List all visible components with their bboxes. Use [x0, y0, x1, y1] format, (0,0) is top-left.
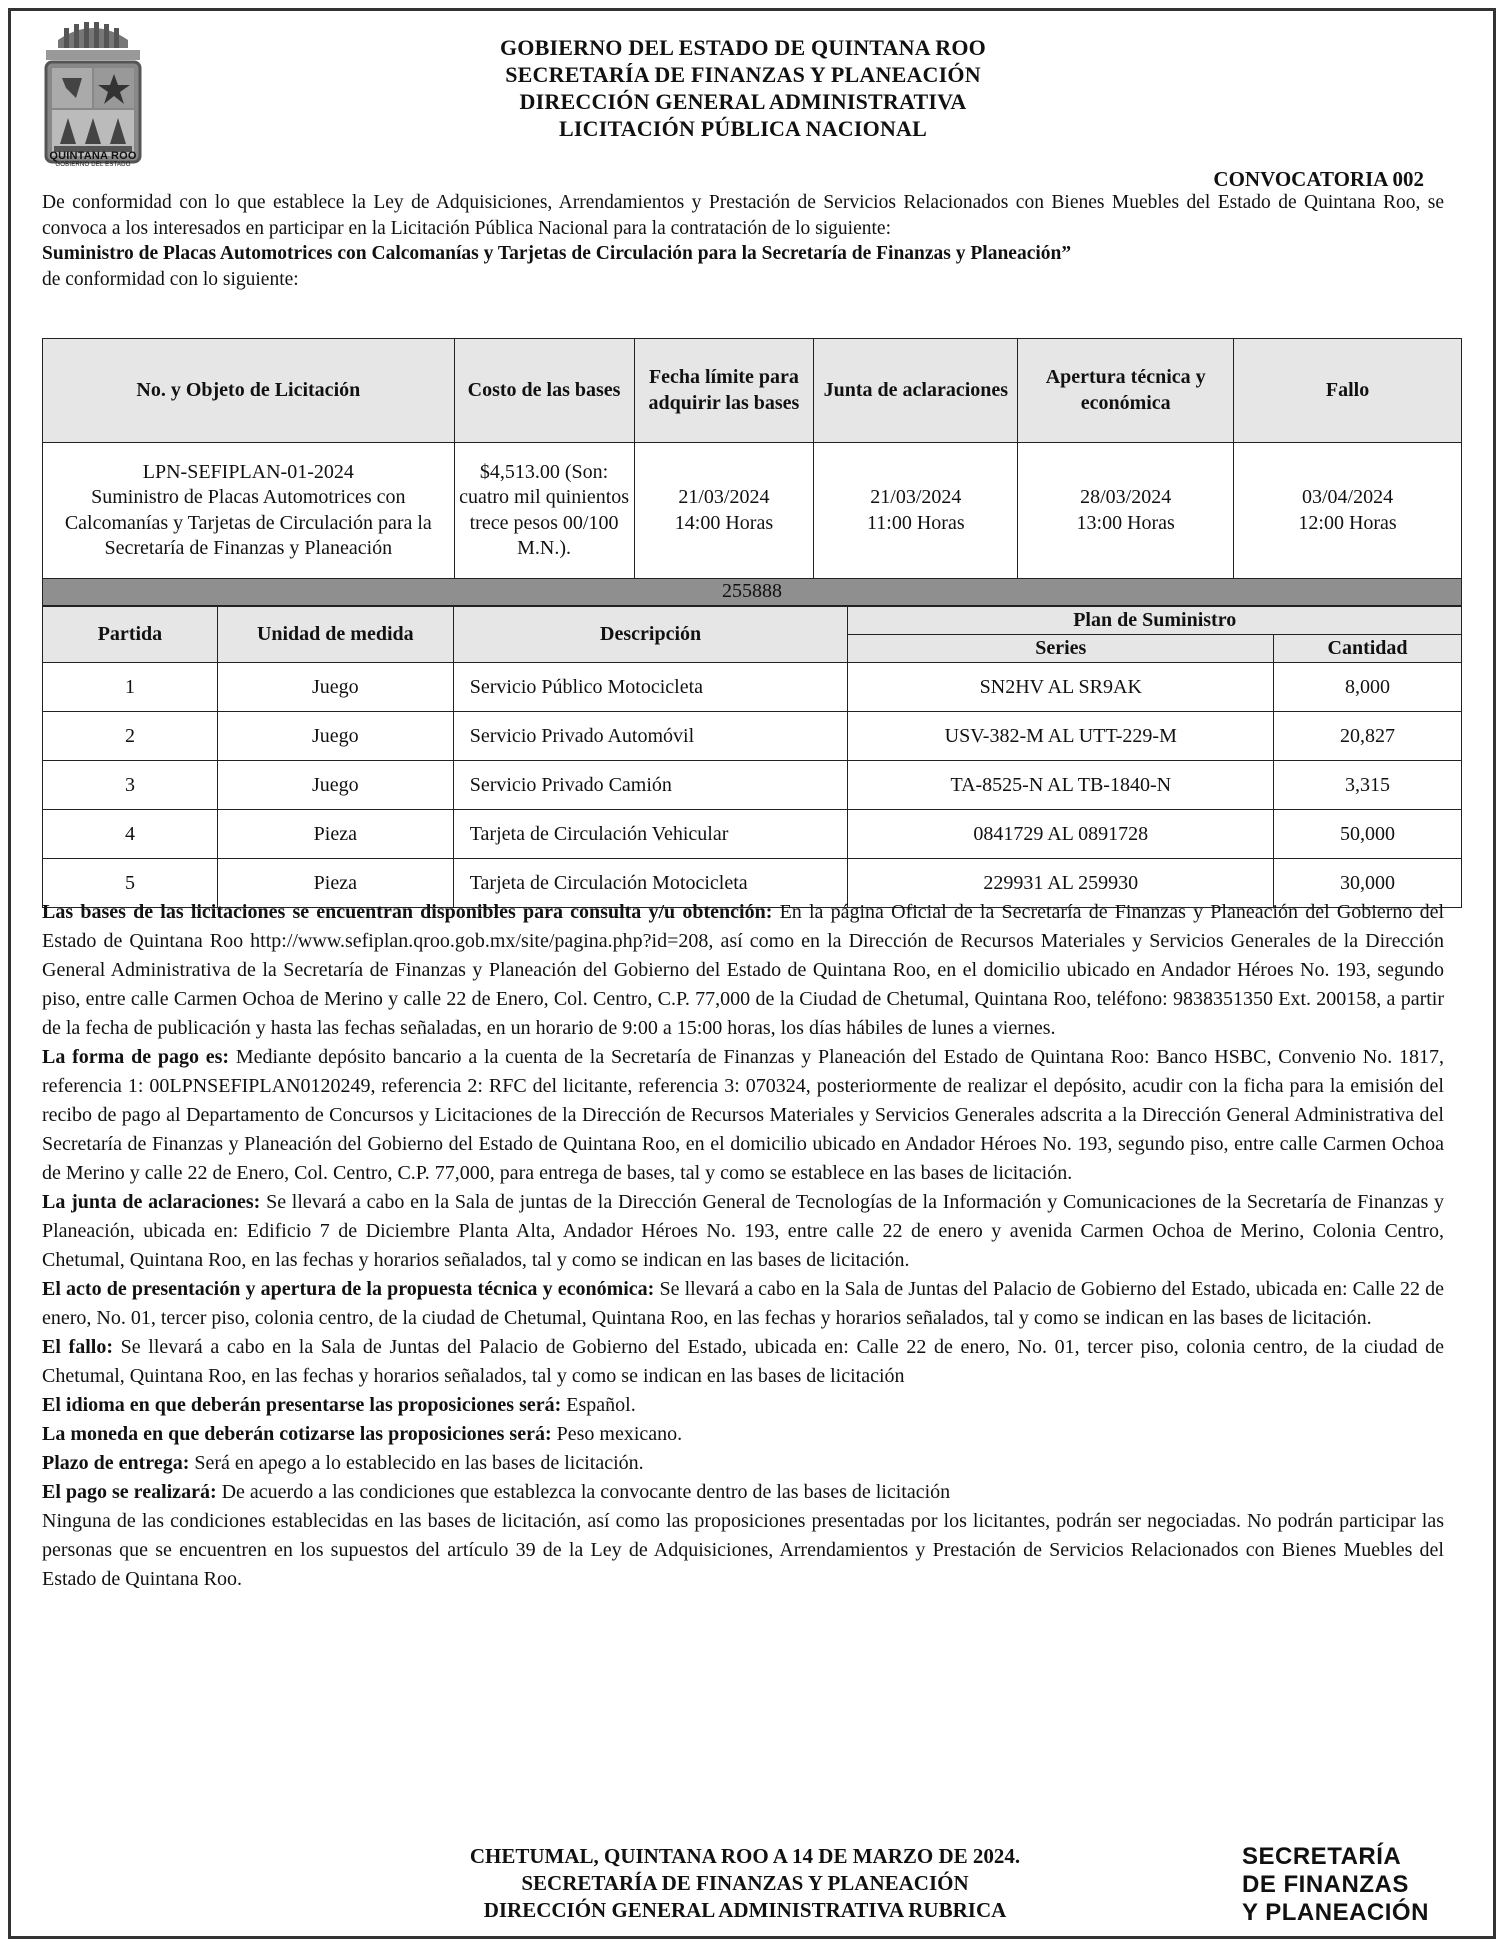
table-row	[43, 761, 1462, 810]
intro-paragraph	[42, 190, 1444, 292]
header-line-3: DIRECCIÓN GENERAL ADMINISTRATIVA	[519, 89, 967, 114]
cell-cantidad: 8,000	[1274, 663, 1462, 712]
apertura-date: 28/03/2024	[1080, 486, 1172, 508]
sefiplan-logo-line-2: DE FINANZAS	[1242, 1871, 1409, 1898]
section-bases-label: Las bases de las licitaciones se encuentran disponibles para consulta y/u obtención:	[42, 901, 773, 923]
sefiplan-logo-line-1: SECRETARÍA	[1242, 1843, 1402, 1870]
cell-partida: 5	[43, 859, 218, 908]
header-costo: Costo de las bases	[454, 339, 634, 443]
sefiplan-logo-line-3: Y PLANEACIÓN	[1242, 1899, 1429, 1926]
cell-cantidad: 20,827	[1274, 712, 1462, 761]
licitacion-number: 255888	[43, 579, 1462, 606]
sefiplan-logo	[1242, 1843, 1429, 1927]
fecha-limite-time: 14:00 Horas	[674, 511, 774, 534]
cell-series: 229931 AL 259930	[848, 859, 1274, 908]
section-plazo-text: Será en apego a lo establecido en las bases de licitación.	[189, 1452, 644, 1474]
objeto-id: LPN-SEFIPLAN-01-2024	[142, 460, 354, 483]
cell-junta	[814, 443, 1018, 579]
cell-unidad: Juego	[217, 663, 453, 712]
objeto-desc: Suministro de Placas Automotrices con Calcomanías y Tarjetas de Circulación para la Secretaría de Finanzas y Planeación	[64, 486, 432, 559]
header-cantidad: Cantidad	[1274, 635, 1462, 663]
section-junta-label: La junta de aclaraciones:	[42, 1191, 261, 1213]
cell-cantidad: 50,000	[1274, 810, 1462, 859]
cell-descripcion: Servicio Privado Camión	[453, 761, 848, 810]
header-descripcion: Descripción	[453, 607, 848, 663]
header-line-2: SECRETARÍA DE FINANZAS Y PLANEACIÓN	[505, 62, 981, 87]
fallo-time: 12:00 Horas	[1298, 511, 1397, 534]
table-row	[43, 810, 1462, 859]
header-line-1: GOBIERNO DEL ESTADO DE QUINTANA ROO	[500, 35, 986, 60]
table-row	[43, 663, 1462, 712]
footer-line-2: SECRETARÍA DE FINANZAS Y PLANEACIÓN	[521, 1871, 969, 1895]
convocatoria-body	[42, 898, 1444, 1594]
cell-unidad: Juego	[217, 712, 453, 761]
intro-tail: de conformidad con lo siguiente:	[42, 268, 299, 290]
junta-date: 21/03/2024	[870, 486, 962, 508]
cell-fecha-limite	[634, 443, 814, 579]
cell-partida: 2	[43, 712, 218, 761]
footer-line-1: CHETUMAL, QUINTANA ROO A 14 DE MARZO DE 2024.	[469, 1844, 1021, 1868]
cell-series: TA-8525-N AL TB-1840-N	[848, 761, 1274, 810]
cell-apertura	[1018, 443, 1234, 579]
header-fecha-limite: Fecha límite para adquirir las bases	[634, 339, 814, 443]
section-pago-realiza	[42, 1478, 1444, 1507]
intro-subject: Suministro de Placas Automotrices con Calcomanías y Tarjetas de Circulación para la Secretaría de Finanzas y Planeación”	[42, 243, 1072, 264]
table-row	[43, 443, 1462, 579]
cell-descripcion: Tarjeta de Circulación Motocicleta	[453, 859, 848, 908]
junta-time: 11:00 Horas	[867, 511, 965, 534]
document-header	[220, 34, 1266, 142]
partidas-table	[42, 606, 1462, 908]
footer-line-3: DIRECCIÓN GENERAL ADMINISTRATIVA RUBRICA	[483, 1898, 1007, 1922]
section-junta	[42, 1188, 1444, 1275]
licitacion-table	[42, 338, 1462, 606]
cell-partida: 1	[43, 663, 218, 712]
header-objeto: No. y Objeto de Licitación	[43, 339, 455, 443]
section-fallo-label: El fallo:	[42, 1336, 113, 1358]
document-footer	[320, 1843, 1170, 1924]
cell-descripcion: Servicio Público Motocicleta	[453, 663, 848, 712]
section-fallo-text: Se llevará a cabo en la Sala de Juntas del Palacio de Gobierno del Estado, ubicada en: Calle 22 de enero, No. 01, tercer piso, colonia centro, de la ciudad de Chetumal, Quintana Roo, en las fechas y horarios señalados, tal y como se indican en las bases de licitación	[42, 1336, 1444, 1387]
section-pago-realiza-text: De acuerdo a las condiciones que establezca la convocante dentro de las bases de licitación	[216, 1481, 951, 1503]
section-pago-label: La forma de pago es:	[42, 1046, 230, 1068]
header-partida: Partida	[43, 607, 218, 663]
intro-text: De conformidad con lo que establece la Ley de Adquisiciones, Arrendamientos y Prestación de Servicios Relacionados con Bienes Muebles del Estado de Quintana Roo, se convoca a los interesados en participar en la Licitación Pública Nacional para la contratación de lo siguiente:	[42, 192, 1444, 239]
fallo-date: 03/04/2024	[1301, 486, 1394, 508]
section-moneda-label: La moneda en que deberán cotizarse las proposiciones será:	[42, 1423, 552, 1445]
section-pago-text: Mediante depósito bancario a la cuenta de la Secretaría de Finanzas y Planeación del Estado de Quintana Roo: Banco HSBC, Convenio No. 1817, referencia 1: 00LPNSEFIPLAN0120249, referencia 2: RFC del licitante, referencia 3: 070324, posteriormente de realizar el depósito, acudir con la ficha para la emisión del recibo de pago al Departamento de Concursos y Licitaciones de la Dirección de Recursos Materiales y Servicios Generales adscrita a la Dirección General Administrativa del Secretaría de Finanzas y Planeación del Gobierno del Estado de Quintana Roo, en el domicilio ubicado en Andador Héroes No. 193, segundo piso, entre calle Carmen Ochoa de Merino y calle 22 de Enero, Col. Centro, C.P. 77,000, para entrega de bases, tal y como se establece en las bases de licitación.	[42, 1046, 1444, 1184]
cell-partida: 3	[43, 761, 218, 810]
section-idioma-label: El idioma en que deberán presentarse las proposiciones será:	[42, 1394, 562, 1416]
cell-descripcion: Servicio Privado Automóvil	[453, 712, 848, 761]
header-plan: Plan de Suministro	[848, 607, 1462, 635]
header-line-4: LICITACIÓN PÚBLICA NACIONAL	[558, 116, 928, 141]
section-junta-text: Se llevará a cabo en la Sala de juntas de la Dirección General de Tecnologías de la Información y Comunicaciones de la Secretaría de Finanzas y Planeación, ubicada en: Edificio 7 de Diciembre Planta Alta, Andador Héroes No. 193, entre calle 22 de enero y avenida Carmen Ochoa de Merino, Colonia Centro, Chetumal, Quintana Roo, en las fechas y horarios señalados, tal y como se indican en las bases de licitación.	[42, 1191, 1444, 1271]
table-row	[43, 712, 1462, 761]
header-junta: Junta de aclaraciones	[814, 339, 1018, 443]
cell-cantidad: 3,315	[1274, 761, 1462, 810]
logo-subtitle: GOBIERNO DEL ESTADO	[55, 162, 131, 168]
section-fallo	[42, 1333, 1444, 1391]
section-pago	[42, 1043, 1444, 1188]
cell-series: SN2HV AL SR9AK	[848, 663, 1274, 712]
cell-descripcion: Tarjeta de Circulación Vehicular	[453, 810, 848, 859]
logo-name: QUINTANA ROO	[49, 150, 137, 162]
apertura-time: 13:00 Horas	[1076, 511, 1175, 534]
section-apertura-text: Se llevará a cabo en la Sala de Juntas del Palacio de Gobierno del Estado, ubicada en: Calle 22 de enero, No. 01, tercer piso, colonia centro, de la ciudad de Chetumal, Quintana Roo, en las fechas y horarios señalados, tal y como se indican en las bases de licitación.	[42, 1278, 1444, 1329]
section-idioma-text: Español.	[561, 1394, 636, 1416]
cell-unidad: Juego	[217, 761, 453, 810]
header-fallo: Fallo	[1234, 339, 1462, 443]
cell-series: USV-382-M AL UTT-229-M	[848, 712, 1274, 761]
section-moneda	[42, 1420, 1444, 1449]
section-ninguna: Ninguna de las condiciones establecidas en las bases de licitación, así como las proposiciones presentadas por los licitantes, podrán ser negociadas. No podrán participar las personas que se encuentren en los supuestos del artículo 39 de la Ley de Adquisiciones, Arrendamientos y Prestación de Servicios Relacionados con Bienes Muebles del Estado de Quintana Roo.	[42, 1510, 1444, 1590]
section-idioma	[42, 1391, 1444, 1420]
cell-unidad: Pieza	[217, 859, 453, 908]
section-bases-text: En la página Oficial de la Secretaría de Finanzas y Planeación del Gobierno del Estado de Quintana Roo http://www.sefiplan.qroo.gob.mx/site/pagina.php?id=208, así como en la Dirección de Recursos Materiales y Servicios Generales de la Dirección General Administrativa de la Secretaría de Finanzas y Planeación del Gobierno del Estado de Quintana Roo, en el domicilio ubicado en Andador Héroes No. 193, segundo piso, entre calle Carmen Ochoa de Merino y calle 22 de Enero, Col. Centro, C.P. 77,000 de la Ciudad de Chetumal, Quintana Roo, teléfono: 9838351350 Ext. 200158, a partir de la fecha de publicación y hasta las fechas señaladas, en un horario de 9:00 a 15:00 horas, los días hábiles de lunes a viernes.	[42, 901, 1445, 1039]
logo-caption	[30, 150, 156, 168]
fecha-limite-date: 21/03/2024	[678, 486, 770, 508]
section-pago-realiza-label: El pago se realizará:	[42, 1481, 217, 1503]
header-unidad: Unidad de medida	[217, 607, 453, 663]
section-apertura	[42, 1275, 1444, 1333]
section-plazo	[42, 1449, 1444, 1478]
convocatoria-number: CONVOCATORIA 002	[1213, 167, 1424, 191]
cell-fallo	[1234, 443, 1462, 579]
cell-partida: 4	[43, 810, 218, 859]
cell-unidad: Pieza	[217, 810, 453, 859]
header-apertura: Apertura técnica y económica	[1018, 339, 1234, 443]
section-moneda-text: Peso mexicano.	[551, 1423, 683, 1445]
header-series: Series	[848, 635, 1274, 663]
cell-cantidad: 30,000	[1274, 859, 1462, 908]
section-plazo-label: Plazo de entrega:	[42, 1452, 190, 1474]
cell-series: 0841729 AL 0891728	[848, 810, 1274, 859]
section-bases	[42, 898, 1444, 1043]
cell-costo: $4,513.00 (Son: cuatro mil quinientos trece pesos 00/100 M.N.).	[454, 443, 634, 579]
cell-objeto	[43, 443, 455, 579]
section-apertura-label: El acto de presentación y apertura de la propuesta técnica y económica:	[42, 1278, 655, 1300]
